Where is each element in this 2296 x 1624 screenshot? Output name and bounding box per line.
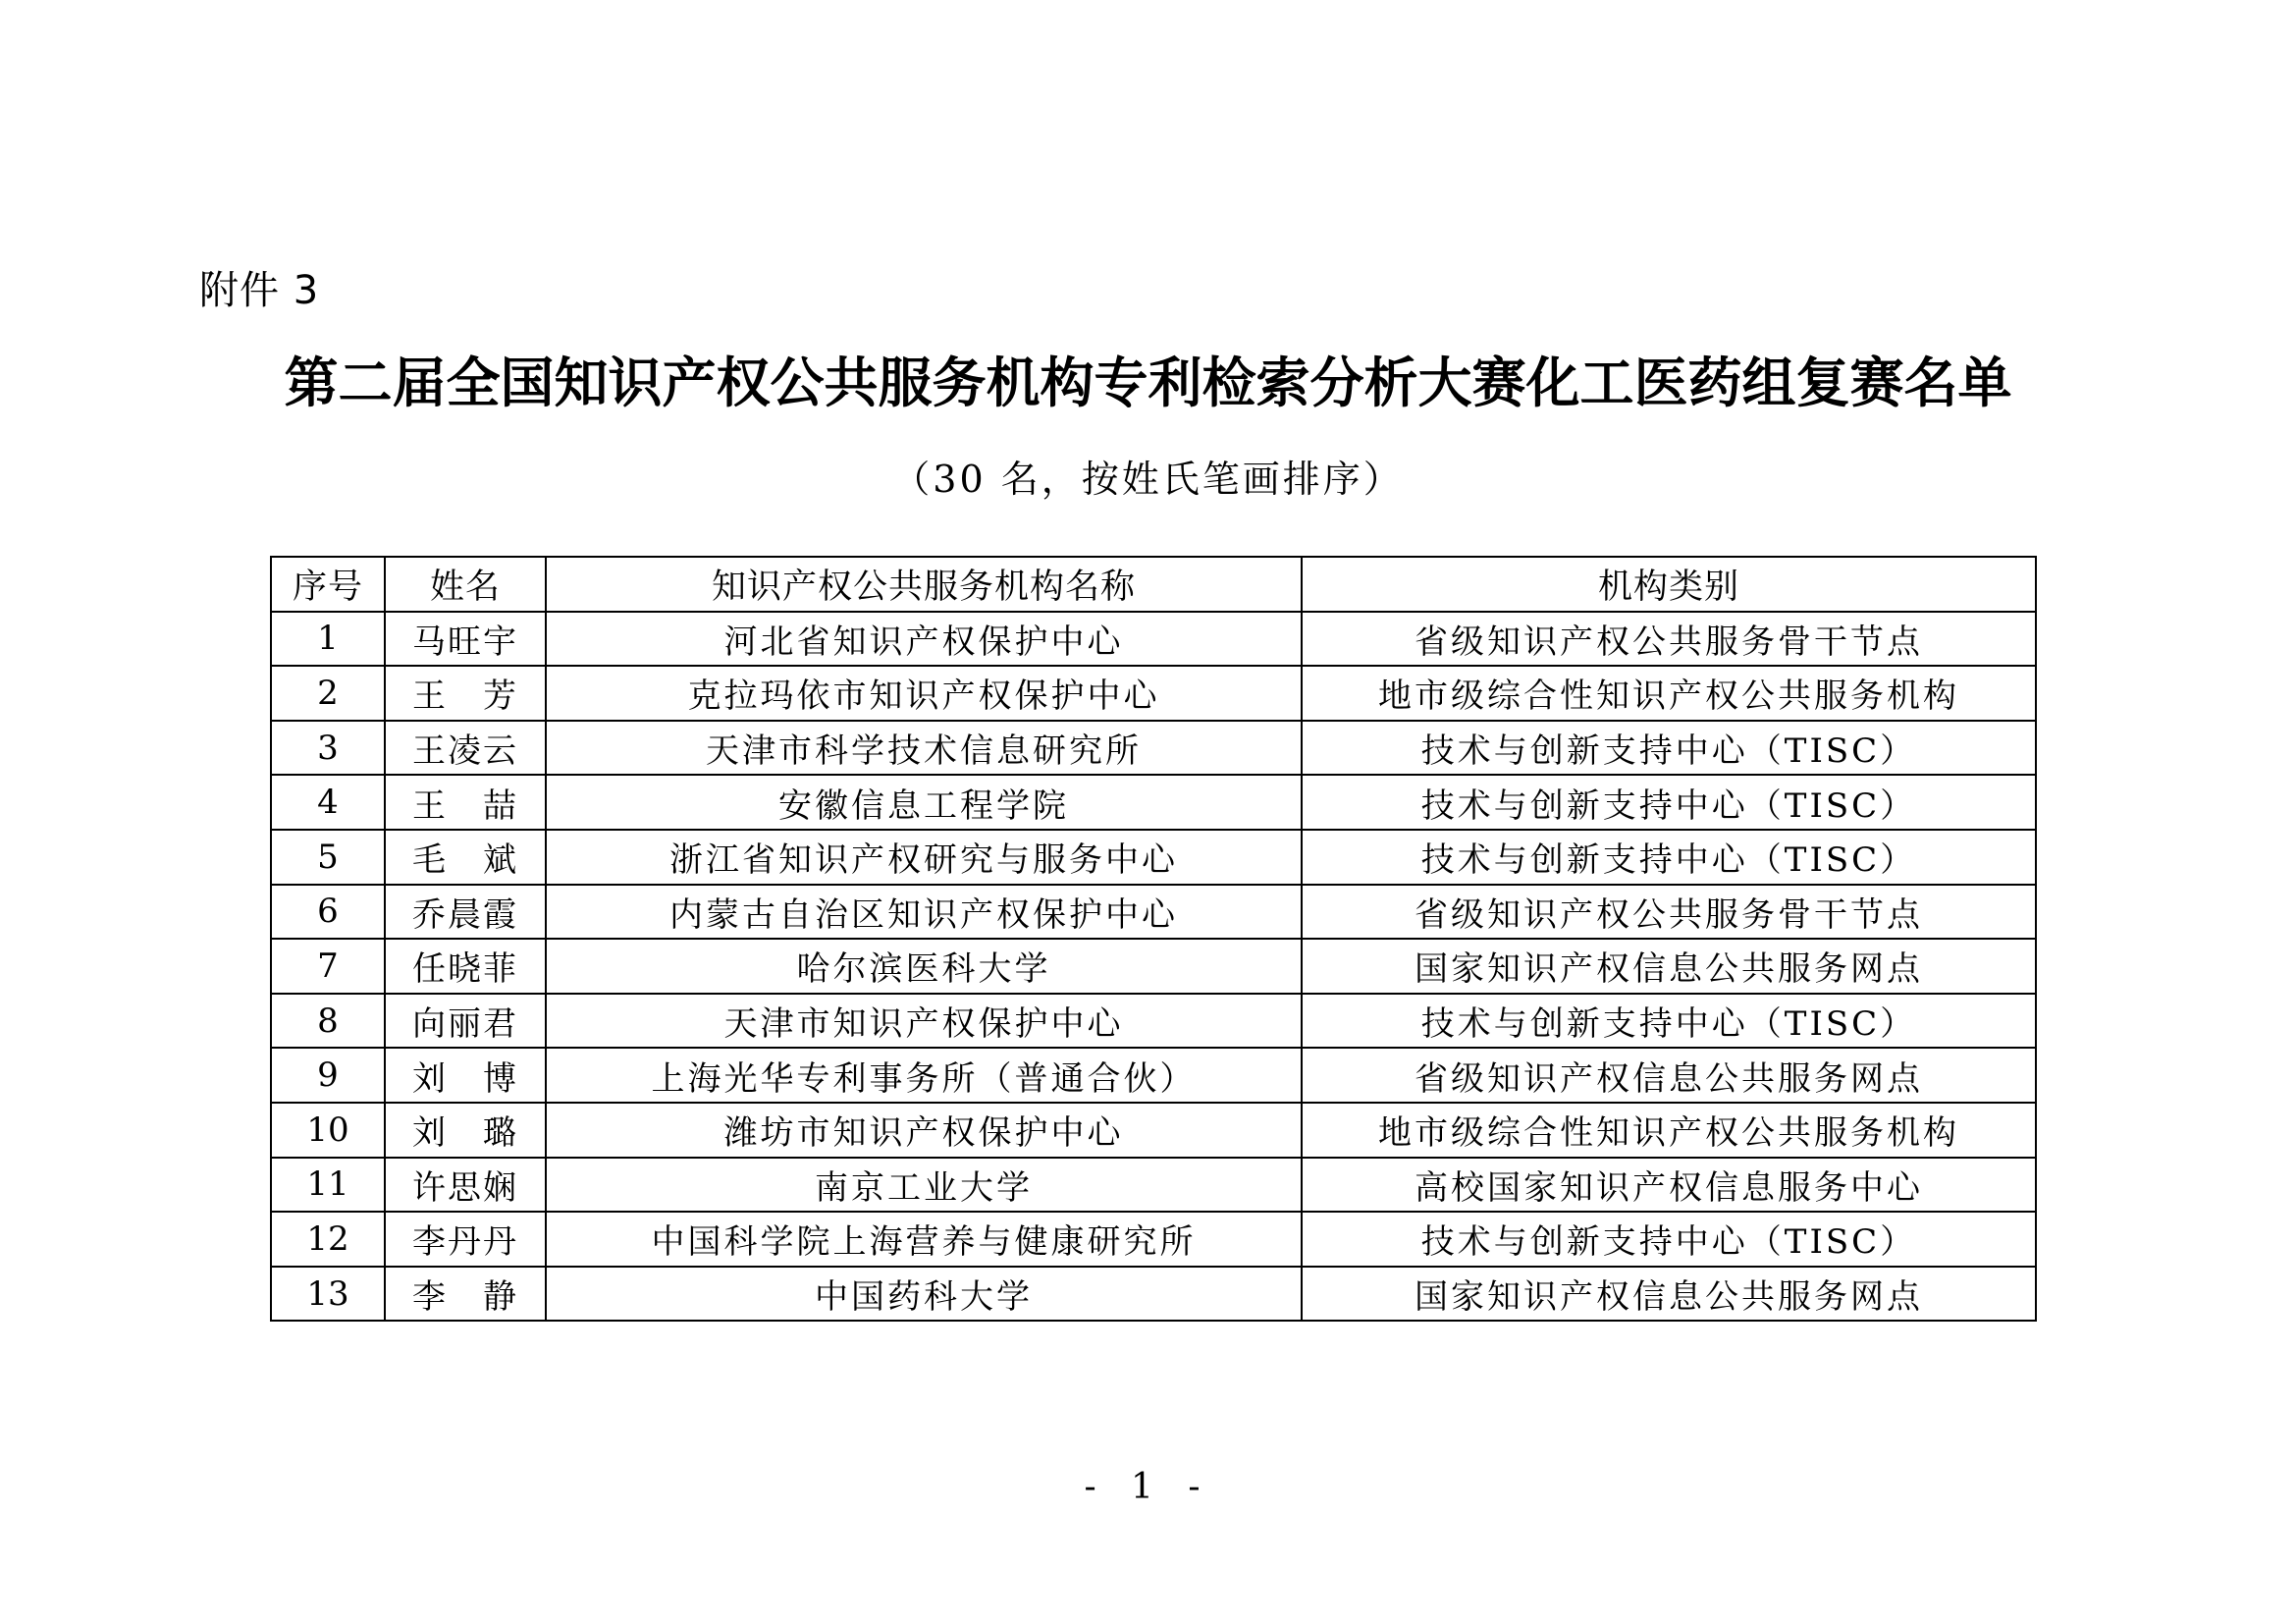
cell-institution: 内蒙古自治区知识产权保护中心 — [546, 885, 1302, 940]
cell-institution: 潍坊市知识产权保护中心 — [546, 1103, 1302, 1158]
cell-serial: 1 — [271, 612, 385, 667]
cell-serial: 13 — [271, 1267, 385, 1322]
cell-serial: 2 — [271, 666, 385, 721]
cell-name: 乔晨霞 — [385, 885, 546, 940]
table-row — [271, 1158, 2036, 1213]
cell-category: 地市级综合性知识产权公共服务机构 — [1302, 1103, 2036, 1158]
cell-institution: 中国科学院上海营养与健康研究所 — [546, 1212, 1302, 1267]
cell-serial: 6 — [271, 885, 385, 940]
cell-serial: 12 — [271, 1212, 385, 1267]
cell-category: 技术与创新支持中心（TISC） — [1302, 775, 2036, 830]
cell-category: 地市级综合性知识产权公共服务机构 — [1302, 666, 2036, 721]
table-header-row — [271, 557, 2036, 612]
table-row — [271, 1212, 2036, 1267]
header-category: 机构类别 — [1302, 557, 2036, 612]
table-row — [271, 612, 2036, 667]
cell-category: 省级知识产权公共服务骨干节点 — [1302, 885, 2036, 940]
cell-institution: 安徽信息工程学院 — [546, 775, 1302, 830]
cell-name: 毛 斌 — [385, 830, 546, 885]
cell-name: 刘 璐 — [385, 1103, 546, 1158]
cell-category: 技术与创新支持中心（TISC） — [1302, 994, 2036, 1049]
cell-category: 省级知识产权信息公共服务网点 — [1302, 1048, 2036, 1103]
cell-institution: 河北省知识产权保护中心 — [546, 612, 1302, 667]
table-row — [271, 775, 2036, 830]
header-name: 姓名 — [385, 557, 546, 612]
cell-serial: 11 — [271, 1158, 385, 1213]
cell-serial: 7 — [271, 939, 385, 994]
cell-name: 李 静 — [385, 1267, 546, 1322]
cell-institution: 浙江省知识产权研究与服务中心 — [546, 830, 1302, 885]
cell-institution: 天津市知识产权保护中心 — [546, 994, 1302, 1049]
attachment-label: 附件 3 — [199, 268, 320, 313]
cell-name: 刘 博 — [385, 1048, 546, 1103]
cell-name: 许思娴 — [385, 1158, 546, 1213]
cell-category: 国家知识产权信息公共服务网点 — [1302, 1267, 2036, 1322]
cell-serial: 8 — [271, 994, 385, 1049]
cell-institution: 南京工业大学 — [546, 1158, 1302, 1213]
table-row — [271, 939, 2036, 994]
roster-table — [270, 556, 2037, 1322]
cell-category: 技术与创新支持中心（TISC） — [1302, 721, 2036, 776]
cell-serial: 5 — [271, 830, 385, 885]
roster-body — [271, 612, 2036, 1322]
cell-name: 马旺宇 — [385, 612, 546, 667]
header-institution: 知识产权公共服务机构名称 — [546, 557, 1302, 612]
cell-institution: 中国药科大学 — [546, 1267, 1302, 1322]
table-row — [271, 885, 2036, 940]
document-subtitle: （30 名，按姓氏笔画排序） — [892, 458, 1404, 501]
cell-category: 技术与创新支持中心（TISC） — [1302, 830, 2036, 885]
cell-name: 向丽君 — [385, 994, 546, 1049]
cell-institution: 天津市科学技术信息研究所 — [546, 721, 1302, 776]
cell-name: 李丹丹 — [385, 1212, 546, 1267]
cell-serial: 10 — [271, 1103, 385, 1158]
cell-category: 技术与创新支持中心（TISC） — [1302, 1212, 2036, 1267]
cell-institution: 上海光华专利事务所（普通合伙） — [546, 1048, 1302, 1103]
table-row — [271, 666, 2036, 721]
cell-category: 国家知识产权信息公共服务网点 — [1302, 939, 2036, 994]
cell-name: 王 喆 — [385, 775, 546, 830]
cell-category: 高校国家知识产权信息服务中心 — [1302, 1158, 2036, 1213]
cell-category: 省级知识产权公共服务骨干节点 — [1302, 612, 2036, 667]
table-row — [271, 830, 2036, 885]
cell-name: 王凌云 — [385, 721, 546, 776]
table-row — [271, 1103, 2036, 1158]
cell-serial: 3 — [271, 721, 385, 776]
table-row — [271, 1048, 2036, 1103]
document-title: 第二届全国知识产权公共服务机构专利检索分析大赛化工医药组复赛名单 — [284, 352, 2012, 414]
table-row — [271, 1267, 2036, 1322]
cell-name: 王 芳 — [385, 666, 546, 721]
cell-institution: 克拉玛依市知识产权保护中心 — [546, 666, 1302, 721]
cell-name: 任晓菲 — [385, 939, 546, 994]
cell-institution: 哈尔滨医科大学 — [546, 939, 1302, 994]
page-number: - 1 - — [1084, 1467, 1212, 1507]
header-serial: 序号 — [271, 557, 385, 612]
cell-serial: 9 — [271, 1048, 385, 1103]
table-row — [271, 994, 2036, 1049]
table-row — [271, 721, 2036, 776]
cell-serial: 4 — [271, 775, 385, 830]
